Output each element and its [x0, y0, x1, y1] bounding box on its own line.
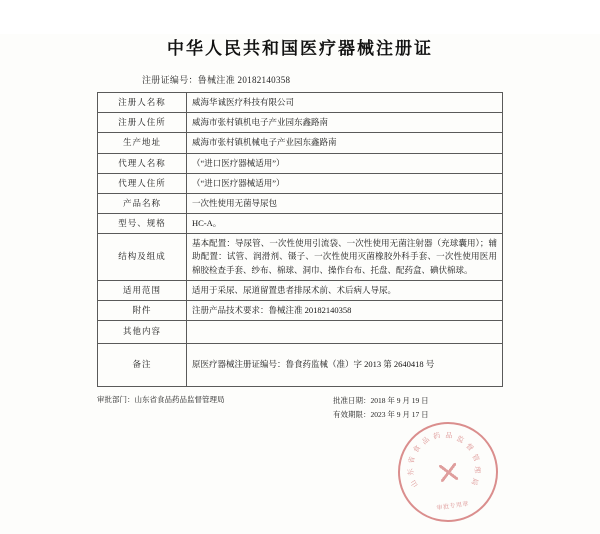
row-label: 注册人住所: [98, 113, 187, 133]
row-value: 注册产品技术要求：鲁械注准 20182140358: [187, 300, 503, 320]
row-label: 代理人住所: [98, 173, 187, 193]
table-row: [98, 173, 503, 193]
row-label: 产品名称: [98, 193, 187, 213]
certificate-table: [97, 92, 503, 387]
row-label: 其他内容: [98, 321, 187, 344]
valid-until-date: 有效期限：2023 年 9 月 17 日: [333, 409, 429, 419]
official-seal-icon: [392, 416, 505, 529]
table-row: [98, 133, 503, 153]
row-label: 适用范围: [98, 280, 187, 300]
footer: [97, 394, 503, 421]
row-value: 威海市张村镇机电子产业园东鑫路南: [187, 113, 503, 133]
row-label: 生产地址: [98, 133, 187, 153]
page-title: 中华人民共和国医疗器械注册证: [167, 39, 433, 58]
date-block: [333, 394, 503, 421]
approver-block: [97, 394, 307, 406]
approver-value: 山东省食品药品监督管理局: [134, 395, 225, 405]
table-row: [98, 214, 503, 234]
row-value: 威海华诚医疗科技有限公司: [187, 93, 503, 113]
row-value: 威海市张村镇机械电子产业园东鑫路南: [187, 133, 503, 153]
table-row: [98, 93, 503, 113]
table-row: [98, 234, 503, 281]
table-row: [98, 280, 503, 300]
seal-bottom-text: 审批专用章: [436, 501, 470, 512]
table-row: [98, 300, 503, 320]
row-value: （“进口医疗器械适用”）: [187, 173, 503, 193]
row-label: 附件: [98, 300, 187, 320]
row-label: 备注: [98, 344, 187, 387]
row-value: 基本配置：导尿管、一次性使用引流袋、一次性使用无菌注射器（充球囊用）；辅助配置：试管、润滑剂、镊子、一次性使用灭菌橡胶外科手套、一次性使用医用棉胶检查手套、纱布、棉球、洞巾、操作台布、托盘、配药盒、碘伏棉球。: [187, 234, 503, 281]
row-value: 原医疗器械注册证编号：鲁食药监械（准）字 2013 第 2640418 号: [187, 344, 503, 387]
row-label: 代理人名称: [98, 153, 187, 173]
certificate-page: [0, 34, 600, 534]
row-value: [187, 321, 503, 344]
approver-label: 审批部门：: [97, 395, 135, 405]
row-label: 结构及组成: [98, 234, 187, 281]
row-label: 注册人名称: [98, 93, 187, 113]
row-value: 一次性使用无菌导尿包: [187, 193, 503, 213]
issue-date: 批准日期：2018 年 9 月 19 日: [333, 396, 429, 406]
seal-arc-text: 山 东 省 食 品 药 品 监 督 管 理 局: [406, 431, 482, 489]
registration-number: 注册证编号：鲁械注准 20182140358: [142, 75, 291, 85]
row-label: 型号、规格: [98, 214, 187, 234]
table-row: [98, 193, 503, 213]
table-row: [98, 153, 503, 173]
row-value: HC-A。: [187, 214, 503, 234]
table-row: [98, 113, 503, 133]
table-row: [98, 321, 503, 344]
row-value: （“进口医疗器械适用”）: [187, 153, 503, 173]
table-row: [98, 344, 503, 387]
row-value: 适用于采尿、尿道留置患者排尿术前、术后病人导尿。: [187, 280, 503, 300]
